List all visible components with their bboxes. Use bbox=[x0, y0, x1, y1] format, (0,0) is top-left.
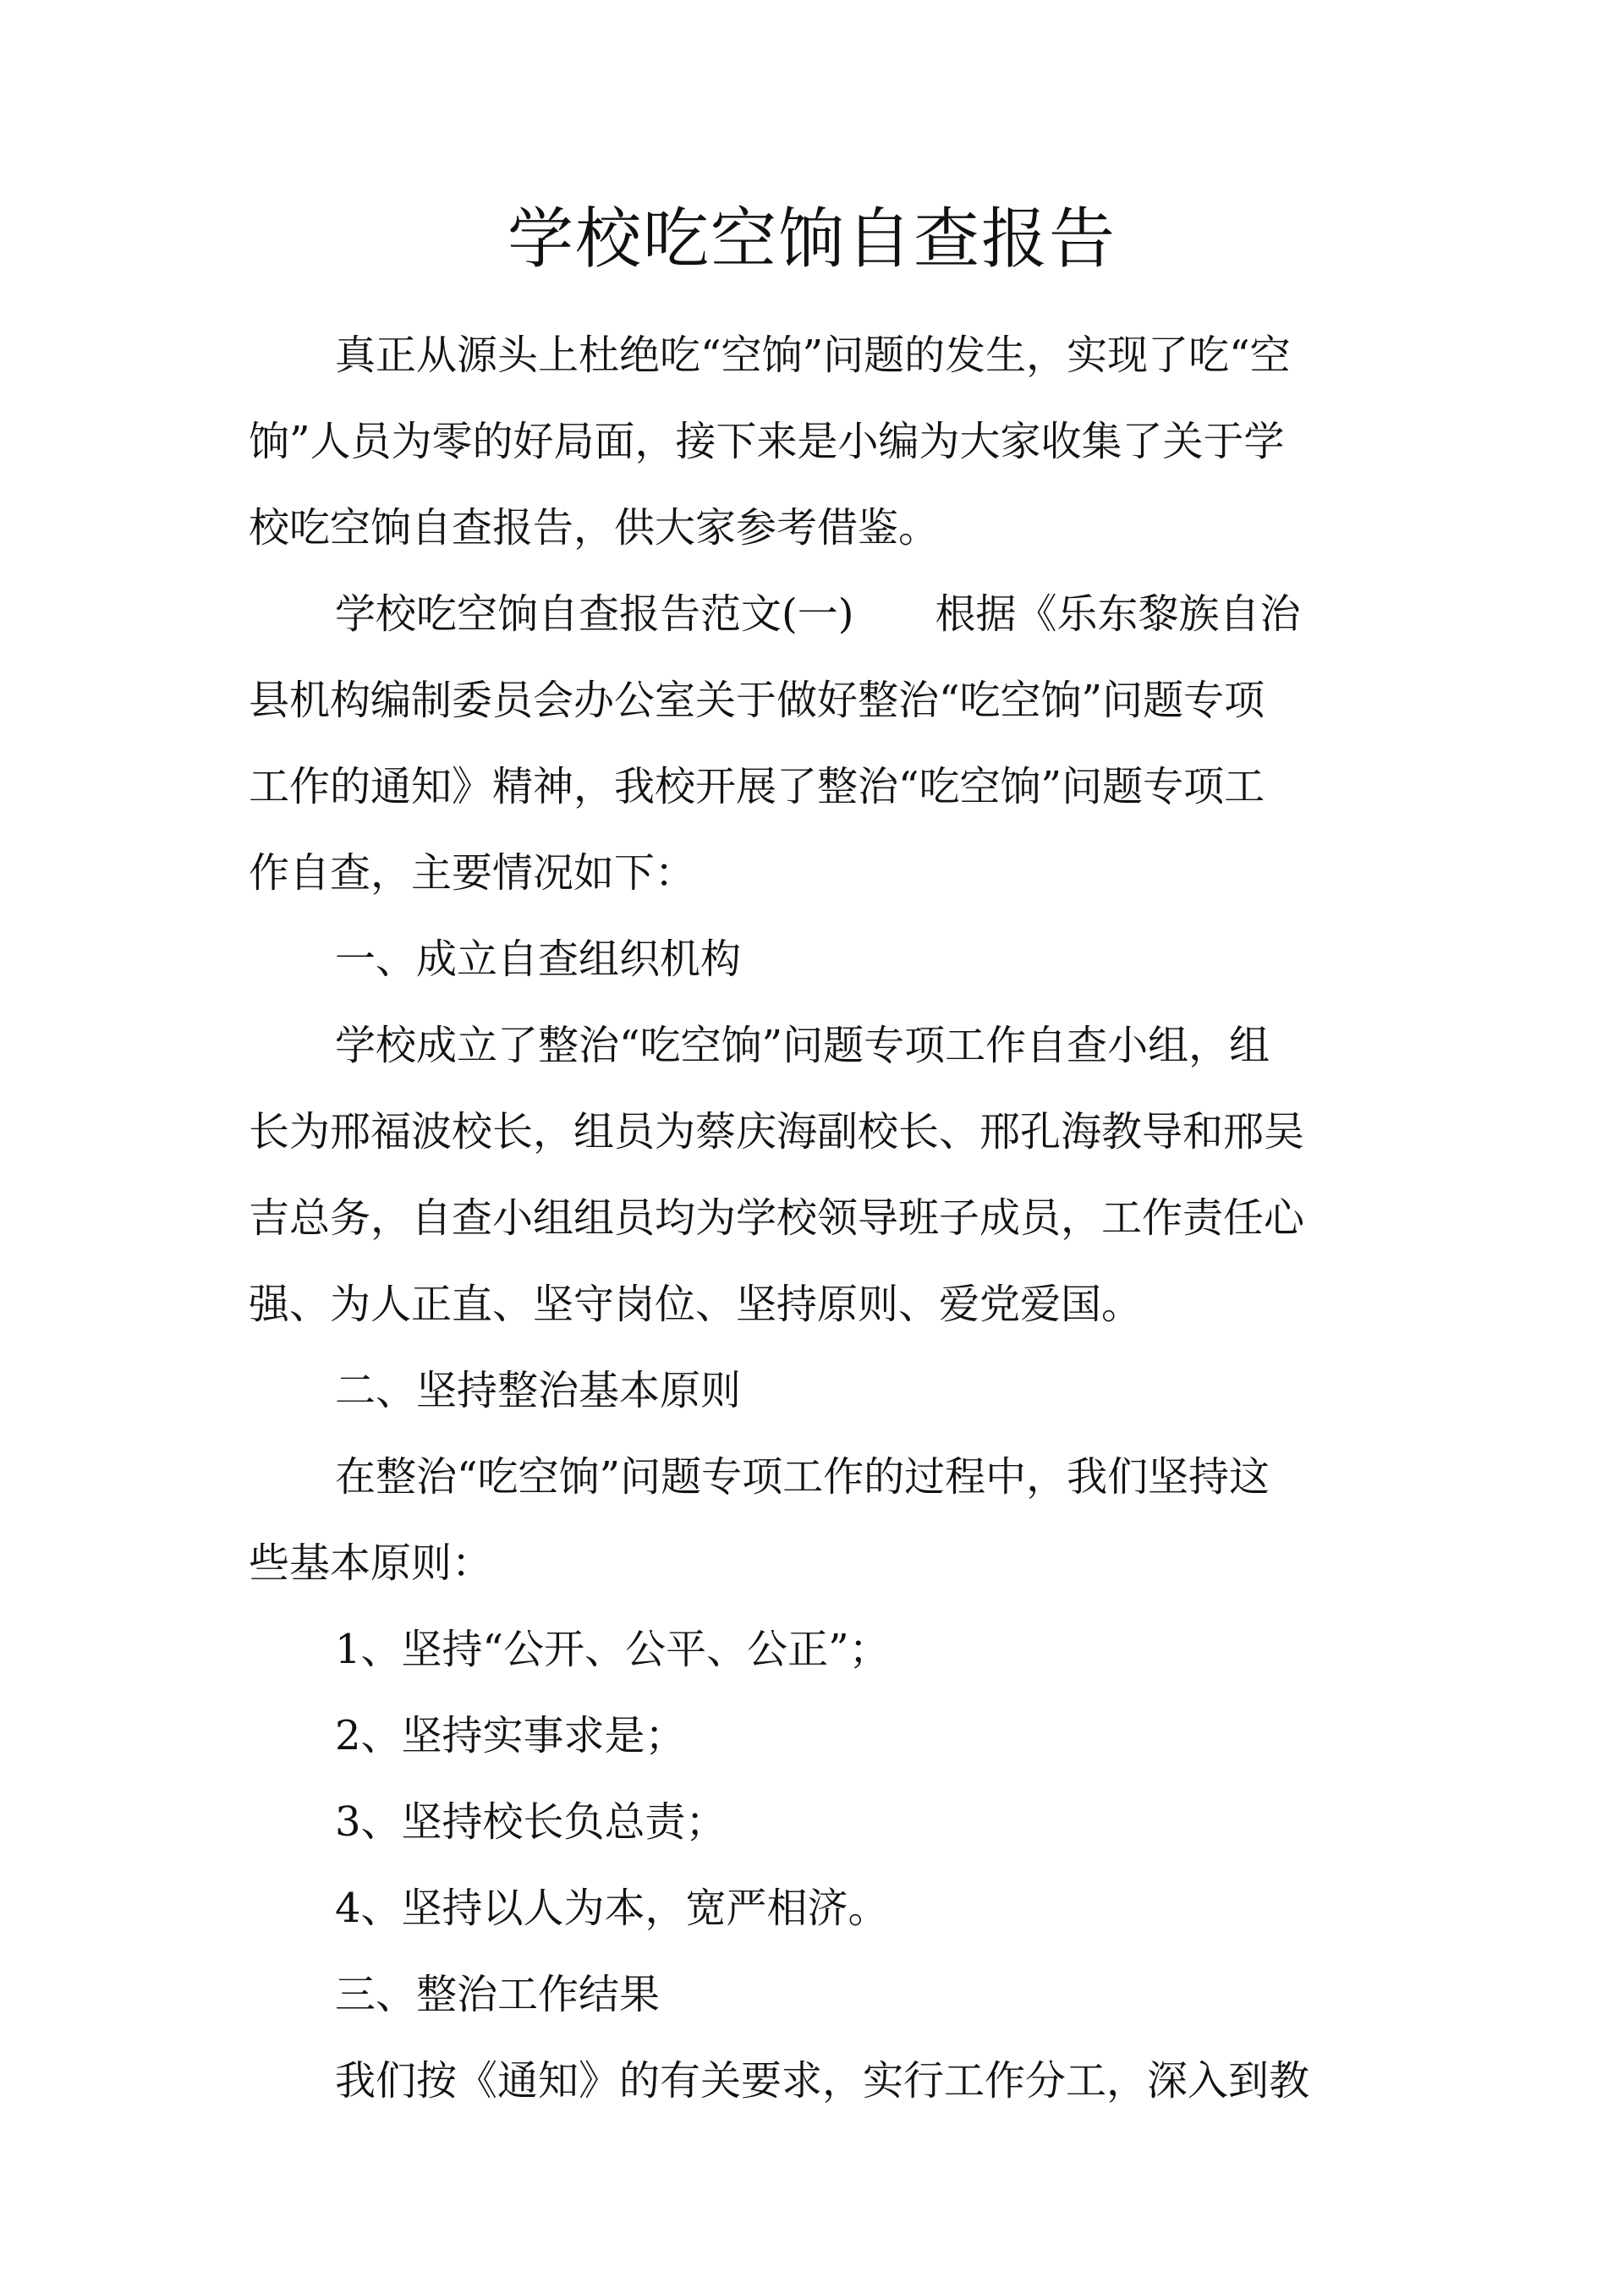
paragraph-line: 工作的通知》精神，我校开展了整治“吃空饷”问题专项工 bbox=[249, 763, 1265, 810]
paragraph-line: 真正从源头上杜绝吃“空饷”问题的发生，实现了吃“空 bbox=[335, 332, 1291, 379]
section-heading: 二、坚持整治基本原则 bbox=[335, 1367, 742, 1414]
list-item: 4、坚持以人为本，宽严相济。 bbox=[335, 1885, 889, 1932]
paragraph-line: 在整治“吃空饷”问题专项工作的过程中，我们坚持这 bbox=[335, 1453, 1270, 1501]
paragraph-line: 作自查，主要情况如下： bbox=[249, 849, 696, 897]
paragraph-line: 学校成立了整治“吃空饷”问题专项工作自查小组，组 bbox=[335, 1022, 1270, 1069]
paragraph-line: 县机构编制委员会办公室关于做好整治“吃空饷”问题专项 bbox=[249, 677, 1265, 724]
document-title: 学校吃空饷自查报告 bbox=[507, 201, 1116, 277]
list-item: 2、坚持实事求是； bbox=[335, 1712, 686, 1759]
list-item: 1、坚持“公开、公平、公正”； bbox=[335, 1626, 890, 1673]
paragraph-line: 饷”人员为零的好局面，接下来是小编为大家收集了关于学 bbox=[249, 418, 1285, 465]
paragraph-line: 校吃空饷自查报告，供大家参考借鉴。 bbox=[249, 504, 940, 552]
paragraph-line: 我们按《通知》的有关要求，实行工作分工，深入到教 bbox=[335, 2057, 1310, 2105]
paragraph-line: 长为邢福波校长，组员为蔡庆海副校长、邢孔海教导和邢吴 bbox=[249, 1108, 1305, 1155]
paragraph-line: 强、为人正直、坚守岗位、坚持原则、爱党爱国。 bbox=[249, 1281, 1143, 1328]
paragraph-line: 学校吃空饷自查报告范文(一) 根据《乐东黎族自治 bbox=[335, 590, 1301, 638]
paragraph-line: 些基本原则： bbox=[249, 1539, 493, 1587]
section-heading: 一、成立自查组织机构 bbox=[335, 936, 742, 983]
paragraph-line: 吉总务，自查小组组员均为学校领导班子成员，工作责任心 bbox=[249, 1194, 1305, 1242]
section-heading: 三、整治工作结果 bbox=[335, 1971, 661, 2018]
list-item: 3、坚持校长负总责； bbox=[335, 1798, 727, 1846]
